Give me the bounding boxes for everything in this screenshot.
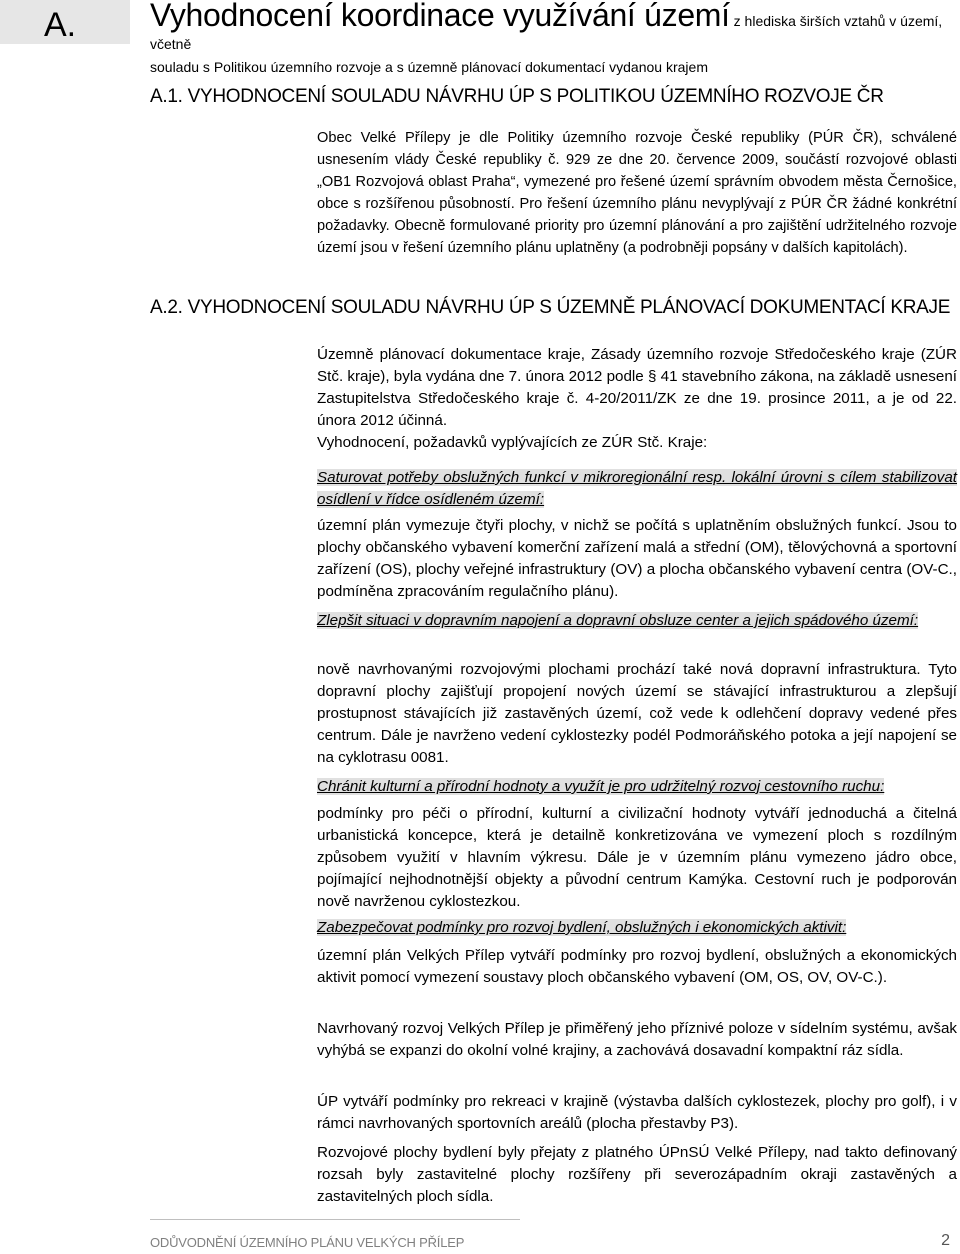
response-4d: Rozvojové plochy bydlení byly přejaty z platného ÚPnSÚ Velké Přílepy, nad takto definovaný rozsah byly zastavitelné plochy rozšířeny při severozápadním okraji zastavěných a zastavitelných ploch sídla. xyxy=(317,1144,957,1205)
section-a1-heading: A.1. VYHODNOCENÍ SOULADU NÁVRHU ÚP S POLITIKOU ÚZEMNÍHO ROZVOJE ČR xyxy=(150,86,884,107)
response-4a: územní plán Velkých Přílep vytváří podmínky pro rozvoj bydlení, obslužných a ekonomických aktivit pomocí vymezení soustavy ploch občanského vybavení (OM, OS, OV, OV-C.). xyxy=(317,947,957,986)
requirements-label: Vyhodnocení, požadavků vyplývajících ze ZÚR Stč. Kraje: xyxy=(317,434,708,451)
section-a1-paragraph: Obec Velké Přílepy je dle Politiky územního rozvoje České republiky (PÚR ČR), schválené usnesením vlády České republiky č. 929 ze dne 20. července 2009, součástí rozvojové oblasti „OB1 Rozvojová oblast Praha“, vymezené pro řešené území správním obvodem města Černošice, obce s rozšířenou působností. Pro řešení územního plánu nevyplývají z PÚR ČR žádné konkrétní požadavky. Obecně formulované priority pro územní plánování a pro zajištění udržitelného rozvoje území jsou v řešení územního plánu uplatněny (a podrobněji popsány v dalších kapitolách). xyxy=(317,130,957,256)
footer-title: ODŮVODNĚNÍ ÚZEMNÍHO PLÁNU VELKÝCH PŘÍLEP xyxy=(150,1235,465,1250)
chapter-header xyxy=(150,0,955,79)
response-4c: ÚP vytváří podmínky pro rekreaci v krajině (výstavba dalších cyklostezek, plochy pro golf), i v rámci navrhovaných sportovních areálů (plocha přestavby P3). xyxy=(317,1093,957,1132)
section-a2-intro: Územně plánovací dokumentace kraje, Zásady územního rozvoje Středočeského kraje (ZÚR Stč. kraje), byla vydána dne 7. února 2012 podle § 41 stavebního zákona, na základě usnesení Zastupitelstva Středočeského kraje č. 4-20/2011/ZK ze dne 19. prosince 2011, a je od 22. února 2012 účinná. xyxy=(317,346,958,429)
response-1: územní plán vymezuje čtyři plochy, v nichž se počítá s uplatněním obslužných funkcí. Jsou to plochy občanského vybavení komerční zařízení malá a střední (OM), tělovýchovná a sportovní zařízení (OS), plochy veřejné infrastruktury (OV) a plocha občanského vybavení centra (OV-C., podmíněna zpracováním regulačního plánu). xyxy=(317,517,957,600)
section-a2-heading: A.2. VYHODNOCENÍ SOULADU NÁVRHU ÚP S ÚZEMNĚ PLÁNOVACÍ DOKUMENTACÍ KRAJE xyxy=(150,297,951,318)
response-3: podmínky pro péči o přírodní, kulturní a civilizační hodnoty vytváří jednoduchá a čitelná urbanistická koncepce, která je detailně konkretizována ve vymezení ploch s rozdílným způsobem využití v hlavním výkresu. Dále je v územním plánu vymezeno jádro obce, pojímající nejhodnotnější objekty a původní centrum Kamýka. Cestovní ruch je podporován nově navrženou cyklostezkou. xyxy=(317,805,957,910)
page-number: 2 xyxy=(941,1232,950,1249)
requirement-3: Chránit kulturní a přírodní hodnoty a využít je pro udržitelný rozvoj cestovního ruchu: xyxy=(317,778,885,795)
response-2: nově navrhovanými rozvojovými plochami prochází také nová dopravní infrastruktura. Tyto dopravní plochy zajišťují propojení nových území se stávající infrastrukturou a zlepšují prostupnost stávajících již zastavěných území, což vede k odlehčení dopravy vedené přes centrum. Dále je navrženo vedení cyklostezky podél Podmoráňského potoka a její napojení se na cyklotrasu 0081. xyxy=(317,661,957,766)
footer-divider xyxy=(150,1219,520,1220)
chapter-letter: A. xyxy=(0,0,130,44)
requirement-1: Saturovat potřeby obslužných funkcí v mikroregionální resp. lokální úrovni s cílem stabilizovat osídlení v řídce osídleném území: xyxy=(317,469,957,508)
response-4b: Navrhovaný rozvoj Velkých Přílep je přiměřený jeho příznivé poloze v sídelním systému, avšak vyhýbá se expanzi do okolní volné krajiny, a zachovává dosavadní kompaktní ráz sídla. xyxy=(317,1020,957,1059)
chapter-subtitle-inline: z hlediska širších vztahů v území, včetně xyxy=(150,13,943,52)
chapter-subtitle-line2: souladu s Politikou územního rozvoje a s územně plánovací dokumentací vydanou krajem xyxy=(150,59,708,75)
requirement-2: Zlepšit situaci v dopravním napojení a dopravní obsluze center a jejich spádového území: xyxy=(317,612,919,629)
chapter-title: Vyhodnocení koordinace využívání území xyxy=(150,0,730,33)
requirement-4: Zabezpečovat podmínky pro rozvoj bydlení, obslužných i ekonomických aktivit: xyxy=(317,919,847,936)
